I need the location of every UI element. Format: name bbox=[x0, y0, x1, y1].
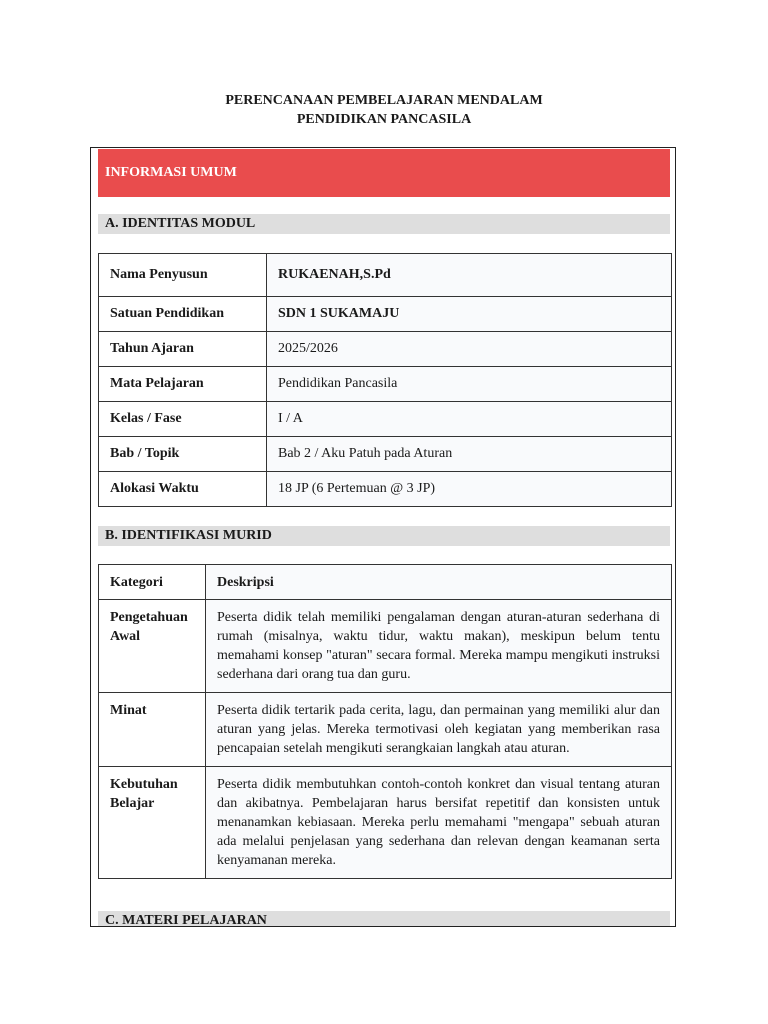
row-value: I / A bbox=[267, 402, 672, 437]
table-row bbox=[99, 437, 672, 472]
row-value: Pendidikan Pancasila bbox=[267, 367, 672, 402]
section-b-heading: B. IDENTIFIKASI MURID bbox=[98, 526, 670, 546]
row-value: Bab 2 / Aku Patuh pada Aturan bbox=[267, 437, 672, 472]
section-a-heading: A. IDENTITAS MODUL bbox=[98, 214, 670, 234]
row-value: Peserta didik membutuhkan contoh-contoh konkret dan visual tentang aturan dan akibatnya. Pembelajaran harus bersifat repetitif dan konsisten untuk menanamkan kebiasaan. Mereka perlu memahami "mengapa" sebuah aturan ada melalui penjelasan yang sederhana dan relevan dengan keamanan serta kenyamanan mereka. bbox=[206, 767, 672, 879]
row-value: 2025/2026 bbox=[267, 332, 672, 367]
table-row bbox=[99, 367, 672, 402]
row-value: Peserta didik telah memiliki pengalaman dengan aturan-aturan sederhana di rumah (misalnya, waktu tidur, waktu makan), meskipun belum tentu memahami konsep "aturan" secara formal. Mereka mampu mengikuti instruksi sederhana dari orang tua dan guru. bbox=[206, 600, 672, 693]
table-row bbox=[99, 767, 672, 879]
table-row bbox=[99, 693, 672, 767]
row-key: Nama Penyusun bbox=[99, 254, 267, 297]
row-key: Kelas / Fase bbox=[99, 402, 267, 437]
table-row bbox=[99, 297, 672, 332]
module-frame bbox=[90, 147, 676, 927]
row-key: Kebutuhan Belajar bbox=[99, 767, 206, 879]
row-value: 18 JP (6 Pertemuan @ 3 JP) bbox=[267, 472, 672, 507]
row-value: RUKAENAH,S.Pd bbox=[267, 254, 672, 297]
section-c-heading: C. MATERI PELAJARAN bbox=[98, 911, 670, 927]
row-key: Mata Pelajaran bbox=[99, 367, 267, 402]
row-value: Peserta didik tertarik pada cerita, lagu, dan permainan yang memiliki alur dan aturan yang jelas. Mereka termotivasi oleh kegiatan yang memberikan rasa pencapaian setelah mengikuti serangkaian langkah atau aturan. bbox=[206, 693, 672, 767]
table-row bbox=[99, 402, 672, 437]
column-header-deskripsi: Deskripsi bbox=[206, 565, 672, 600]
row-key: Minat bbox=[99, 693, 206, 767]
table-row bbox=[99, 254, 672, 297]
table-row bbox=[99, 472, 672, 507]
row-value: SDN 1 SUKAMAJU bbox=[267, 297, 672, 332]
table-row bbox=[99, 332, 672, 367]
table-header-row bbox=[99, 565, 672, 600]
row-key: Bab / Topik bbox=[99, 437, 267, 472]
identifikasi-murid-table bbox=[98, 564, 672, 879]
document-title-line2: PENDIDIKAN PANCASILA bbox=[296, 112, 472, 127]
table-row bbox=[99, 600, 672, 693]
row-key: Satuan Pendidikan bbox=[99, 297, 267, 332]
row-key: Pengetahuan Awal bbox=[99, 600, 206, 693]
document-title-line1: PERENCANAAN PEMBELAJARAN MENDALAM bbox=[225, 93, 543, 108]
informasi-umum-banner: INFORMASI UMUM bbox=[98, 149, 670, 197]
row-key: Tahun Ajaran bbox=[99, 332, 267, 367]
column-header-kategori: Kategori bbox=[99, 565, 206, 600]
identitas-modul-table bbox=[98, 253, 672, 507]
row-key: Alokasi Waktu bbox=[99, 472, 267, 507]
